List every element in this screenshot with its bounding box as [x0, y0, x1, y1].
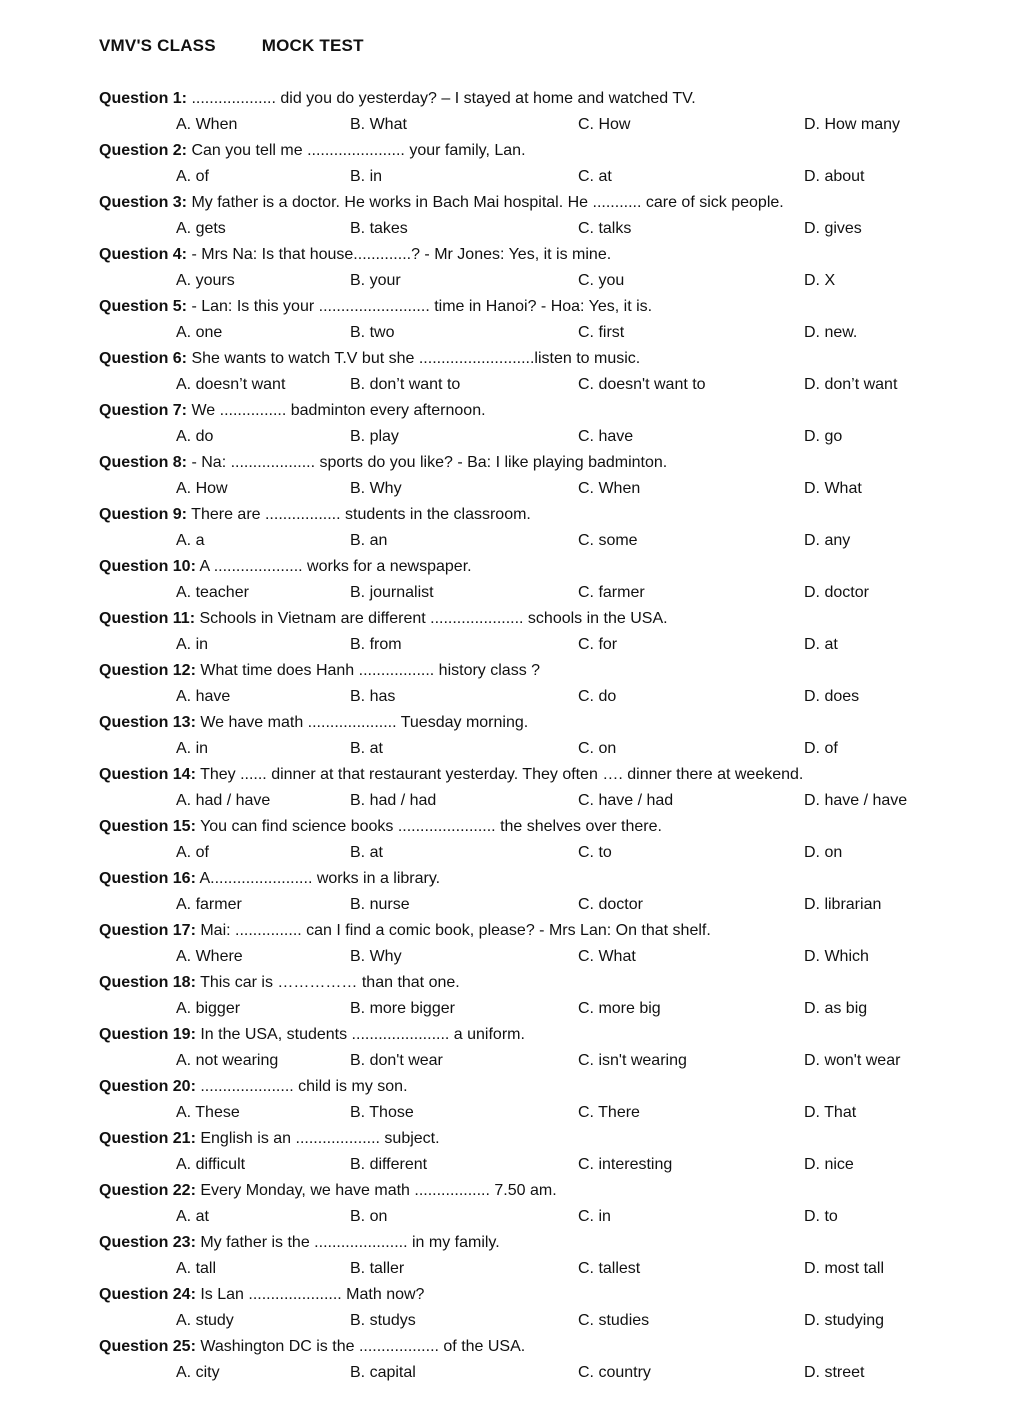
- option-b: B. don’t want to: [350, 376, 461, 393]
- question-text: What time does Hanh ................. history class ?: [195, 662, 541, 679]
- option-c: C. doctor: [578, 896, 643, 913]
- question-line: [99, 658, 1006, 684]
- question-block: [99, 866, 1006, 918]
- question-block: [99, 190, 1006, 242]
- option-d: D. to: [804, 1208, 838, 1225]
- options-row: [99, 1100, 1006, 1126]
- options-row: [99, 632, 1006, 658]
- option-b: B. What: [350, 116, 407, 133]
- option-c: C. have / had: [578, 792, 674, 809]
- option-d: D. gives: [804, 220, 862, 237]
- options-row: [99, 476, 1006, 502]
- question-list: [99, 86, 1006, 1386]
- question-line: [99, 1022, 1006, 1048]
- question-block: [99, 398, 1006, 450]
- option-c: C. When: [578, 480, 641, 497]
- question-line: [99, 1126, 1006, 1152]
- question-block: [99, 294, 1006, 346]
- options-row: [99, 892, 1006, 918]
- option-c: C. have: [578, 428, 634, 445]
- option-c: C. country: [578, 1364, 651, 1381]
- question-block: [99, 554, 1006, 606]
- question-text: A....................... works in a library.: [195, 870, 441, 887]
- question-block: [99, 1022, 1006, 1074]
- option-c: C. doesn't want to: [578, 376, 706, 393]
- option-a: A. at: [176, 1208, 209, 1225]
- option-c: C. you: [578, 272, 625, 289]
- option-d: D. have / have: [804, 792, 908, 809]
- option-c: C. on: [578, 740, 617, 757]
- option-d: D. go: [804, 428, 843, 445]
- question-number: Question 1:: [99, 90, 188, 107]
- question-text: In the USA, students ...................... a uniform.: [195, 1026, 525, 1043]
- question-line: [99, 450, 1006, 476]
- question-block: [99, 502, 1006, 554]
- option-d: D. don’t want: [804, 376, 898, 393]
- option-c: C. first: [578, 324, 625, 341]
- option-d: D. That: [804, 1104, 857, 1121]
- options-row: [99, 580, 1006, 606]
- question-number: Question 17:: [99, 922, 196, 939]
- question-text: She wants to watch T.V but she ..........................listen to music.: [187, 350, 641, 367]
- question-line: [99, 190, 1006, 216]
- option-b: B. studys: [350, 1312, 416, 1329]
- question-block: [99, 814, 1006, 866]
- question-number: Question 6:: [99, 350, 188, 367]
- option-d: D. does: [804, 688, 860, 705]
- option-b: B. different: [350, 1156, 428, 1173]
- question-number: Question 24:: [99, 1286, 196, 1303]
- question-line: [99, 1230, 1006, 1256]
- options-row: [99, 996, 1006, 1022]
- question-text: My father is the ..................... in my family.: [195, 1234, 500, 1251]
- options-row: [99, 1204, 1006, 1230]
- question-line: [99, 710, 1006, 736]
- question-line: [99, 814, 1006, 840]
- question-block: [99, 1074, 1006, 1126]
- options-row: [99, 788, 1006, 814]
- option-b: B. journalist: [350, 584, 434, 601]
- option-c: C. some: [578, 532, 638, 549]
- question-number: Question 15:: [99, 818, 196, 835]
- question-block: [99, 970, 1006, 1022]
- options-row: [99, 840, 1006, 866]
- option-d: D. street: [804, 1364, 865, 1381]
- option-d: D. won't wear: [804, 1052, 901, 1069]
- option-a: A. of: [176, 168, 209, 185]
- question-block: [99, 918, 1006, 970]
- question-block: [99, 710, 1006, 762]
- question-number: Question 3:: [99, 194, 188, 211]
- question-text: They ...... dinner at that restaurant yesterday. They often …. dinner there at weekend.: [195, 766, 804, 783]
- document-header: [99, 36, 1006, 56]
- question-number: Question 21:: [99, 1130, 196, 1147]
- option-b: B. had / had: [350, 792, 437, 809]
- option-a: A. in: [176, 636, 209, 653]
- option-b: B. nurse: [350, 896, 410, 913]
- option-c: C. at: [578, 168, 612, 185]
- question-line: [99, 606, 1006, 632]
- option-a: A. a: [176, 532, 205, 549]
- option-c: C. to: [578, 844, 612, 861]
- question-line: [99, 970, 1006, 996]
- options-row: [99, 684, 1006, 710]
- option-c: C. studies: [578, 1312, 650, 1329]
- option-b: B. has: [350, 688, 396, 705]
- question-text: Every Monday, we have math ................. 7.50 am.: [195, 1182, 557, 1199]
- question-text: My father is a doctor. He works in Bach Mai hospital. He ........... care of sick people.: [187, 194, 784, 211]
- option-b: B. Why: [350, 948, 402, 965]
- options-row: [99, 528, 1006, 554]
- question-text: Is Lan ..................... Math now?: [195, 1286, 425, 1303]
- question-line: [99, 398, 1006, 424]
- option-b: B. more bigger: [350, 1000, 455, 1017]
- options-row: [99, 944, 1006, 970]
- option-a: A. city: [176, 1364, 220, 1381]
- option-b: B. your: [350, 272, 401, 289]
- question-number: Question 12:: [99, 662, 196, 679]
- question-number: Question 18:: [99, 974, 196, 991]
- question-number: Question 2:: [99, 142, 188, 159]
- option-c: C. What: [578, 948, 636, 965]
- option-d: D. as big: [804, 1000, 868, 1017]
- option-b: B. at: [350, 844, 383, 861]
- question-text: Schools in Vietnam are different ..................... schools in the USA.: [195, 610, 668, 627]
- option-b: B. Why: [350, 480, 402, 497]
- question-text: ................... did you do yesterday? – I stayed at home and watched TV.: [187, 90, 696, 107]
- question-number: Question 8:: [99, 454, 188, 471]
- question-number: Question 16:: [99, 870, 196, 887]
- question-line: [99, 762, 1006, 788]
- question-block: [99, 1178, 1006, 1230]
- option-d: D. X: [804, 272, 836, 289]
- option-d: D. of: [804, 740, 838, 757]
- option-a: A. one: [176, 324, 223, 341]
- option-b: B. an: [350, 532, 388, 549]
- options-row: [99, 320, 1006, 346]
- options-row: [99, 1152, 1006, 1178]
- option-a: A. Where: [176, 948, 243, 965]
- option-a: A. not wearing: [176, 1052, 279, 1069]
- option-c: C. do: [578, 688, 617, 705]
- options-row: [99, 424, 1006, 450]
- option-d: D. What: [804, 480, 862, 497]
- option-c: C. How: [578, 116, 631, 133]
- question-block: [99, 1334, 1006, 1386]
- option-c: C. talks: [578, 220, 632, 237]
- question-block: [99, 242, 1006, 294]
- question-text: You can find science books ...................... the shelves over there.: [195, 818, 662, 835]
- question-line: [99, 1334, 1006, 1360]
- question-text: Washington DC is the .................. of the USA.: [195, 1338, 526, 1355]
- question-number: Question 4:: [99, 246, 188, 263]
- question-number: Question 14:: [99, 766, 196, 783]
- question-number: Question 20:: [99, 1078, 196, 1095]
- option-a: A. These: [176, 1104, 240, 1121]
- option-c: C. for: [578, 636, 618, 653]
- question-number: Question 7:: [99, 402, 188, 419]
- options-row: [99, 268, 1006, 294]
- option-a: A. bigger: [176, 1000, 241, 1017]
- option-a: A. had / have: [176, 792, 271, 809]
- question-text: Mai: ............... can I find a comic book, please? - Mrs Lan: On that shelf.: [195, 922, 711, 939]
- question-line: [99, 1282, 1006, 1308]
- question-number: Question 25:: [99, 1338, 196, 1355]
- options-row: [99, 1360, 1006, 1386]
- options-row: [99, 372, 1006, 398]
- option-a: A. yours: [176, 272, 235, 289]
- question-block: [99, 86, 1006, 138]
- option-b: B. capital: [350, 1364, 416, 1381]
- option-a: A. do: [176, 428, 214, 445]
- option-c: C. more big: [578, 1000, 661, 1017]
- question-block: [99, 1126, 1006, 1178]
- option-a: A. doesn’t want: [176, 376, 286, 393]
- option-b: B. Those: [350, 1104, 414, 1121]
- question-number: Question 19:: [99, 1026, 196, 1043]
- question-text: There are ................. students in the classroom.: [187, 506, 531, 523]
- question-text: We ............... badminton every afternoon.: [187, 402, 486, 419]
- option-d: D. doctor: [804, 584, 869, 601]
- question-block: [99, 606, 1006, 658]
- question-line: [99, 346, 1006, 372]
- option-d: D. librarian: [804, 896, 882, 913]
- options-row: [99, 112, 1006, 138]
- question-text: This car is …………… than that one.: [195, 974, 460, 991]
- question-line: [99, 1178, 1006, 1204]
- option-b: B. at: [350, 740, 383, 757]
- option-d: D. nice: [804, 1156, 854, 1173]
- question-number: Question 13:: [99, 714, 196, 731]
- option-b: B. two: [350, 324, 395, 341]
- options-row: [99, 1308, 1006, 1334]
- option-c: C. in: [578, 1208, 611, 1225]
- option-b: B. takes: [350, 220, 408, 237]
- class-name: VMV'S CLASS: [99, 36, 216, 55]
- option-b: B. play: [350, 428, 399, 445]
- question-block: [99, 658, 1006, 710]
- option-d: D. on: [804, 844, 843, 861]
- option-a: A. study: [176, 1312, 234, 1329]
- question-text: A .................... works for a newspaper.: [195, 558, 472, 575]
- question-number: Question 9:: [99, 506, 188, 523]
- question-block: [99, 1282, 1006, 1334]
- question-line: [99, 866, 1006, 892]
- question-number: Question 22:: [99, 1182, 196, 1199]
- question-text: We have math .................... Tuesday morning.: [195, 714, 529, 731]
- option-b: B. don't wear: [350, 1052, 443, 1069]
- question-line: [99, 242, 1006, 268]
- question-line: [99, 918, 1006, 944]
- question-text: - Na: ................... sports do you like? - Ba: I like playing badminton.: [187, 454, 668, 471]
- option-a: A. gets: [176, 220, 226, 237]
- option-b: B. taller: [350, 1260, 405, 1277]
- question-block: [99, 138, 1006, 190]
- question-line: [99, 1074, 1006, 1100]
- option-a: A. farmer: [176, 896, 242, 913]
- option-d: D. about: [804, 168, 865, 185]
- option-d: D. new.: [804, 324, 858, 341]
- option-a: A. difficult: [176, 1156, 246, 1173]
- question-text: ..................... child is my son.: [195, 1078, 408, 1095]
- question-line: [99, 86, 1006, 112]
- question-block: [99, 1230, 1006, 1282]
- option-b: B. from: [350, 636, 402, 653]
- question-text: - Mrs Na: Is that house.............? - Mr Jones: Yes, it is mine.: [187, 246, 612, 263]
- question-text: English is an ................... subject.: [195, 1130, 440, 1147]
- option-b: B. on: [350, 1208, 388, 1225]
- question-line: [99, 554, 1006, 580]
- option-d: D. studying: [804, 1312, 885, 1329]
- option-d: D. at: [804, 636, 838, 653]
- question-line: [99, 502, 1006, 528]
- option-d: D. Which: [804, 948, 869, 965]
- question-number: Question 5:: [99, 298, 188, 315]
- question-number: Question 11:: [99, 610, 196, 627]
- option-a: A. When: [176, 116, 238, 133]
- option-a: A. in: [176, 740, 209, 757]
- option-b: B. in: [350, 168, 383, 185]
- option-a: A. have: [176, 688, 231, 705]
- question-block: [99, 450, 1006, 502]
- question-text: Can you tell me ...................... your family, Lan.: [187, 142, 526, 159]
- option-d: D. most tall: [804, 1260, 885, 1277]
- option-c: C. farmer: [578, 584, 645, 601]
- question-number: Question 23:: [99, 1234, 196, 1251]
- option-c: C. interesting: [578, 1156, 673, 1173]
- question-number: Question 10:: [99, 558, 196, 575]
- option-a: A. tall: [176, 1260, 217, 1277]
- option-a: A. of: [176, 844, 209, 861]
- question-text: - Lan: Is this your ......................... time in Hanoi? - Hoa: Yes, it is.: [187, 298, 653, 315]
- question-block: [99, 762, 1006, 814]
- option-c: C. There: [578, 1104, 640, 1121]
- question-line: [99, 138, 1006, 164]
- options-row: [99, 736, 1006, 762]
- option-a: A. How: [176, 480, 228, 497]
- options-row: [99, 1048, 1006, 1074]
- options-row: [99, 164, 1006, 190]
- question-block: [99, 346, 1006, 398]
- question-line: [99, 294, 1006, 320]
- option-d: D. any: [804, 532, 851, 549]
- page-title: MOCK TEST: [261, 36, 364, 55]
- options-row: [99, 216, 1006, 242]
- options-row: [99, 1256, 1006, 1282]
- option-a: A. teacher: [176, 584, 249, 601]
- option-c: C. isn't wearing: [578, 1052, 687, 1069]
- option-d: D. How many: [804, 116, 901, 133]
- option-c: C. tallest: [578, 1260, 641, 1277]
